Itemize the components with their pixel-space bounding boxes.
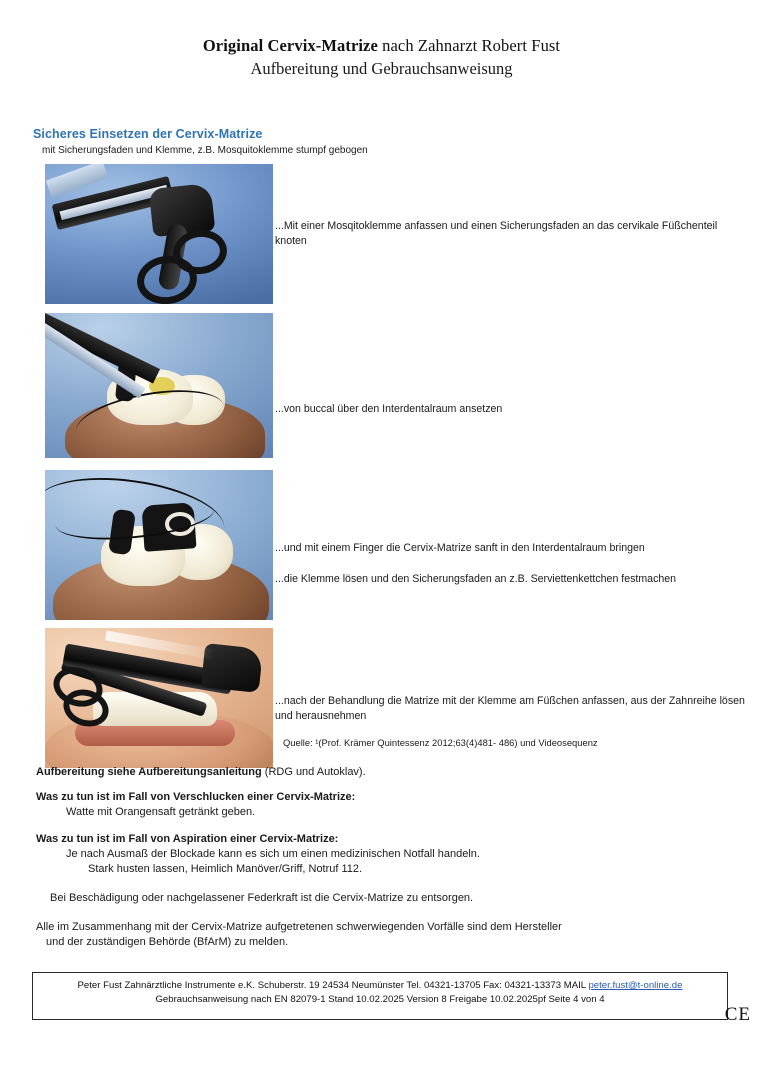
note-swallowing-heading: Was zu tun ist im Fall von Verschlucken einer Cervix-Matrize:	[36, 791, 356, 803]
caption-source: Quelle: ¹(Prof. Krämer Quintessenz 2012;63(4)481- 486) und Videosequenz	[283, 737, 598, 748]
document-subtitle: Aufbereitung und Gebrauchsanweisung	[250, 59, 513, 78]
note-aspiration-heading: Was zu tun ist im Fall von Aspiration einer Cervix-Matrize:	[36, 833, 339, 845]
document-title-bold: Original Cervix-Matrize	[202, 36, 378, 55]
note-damage-disposal	[36, 891, 736, 906]
section-subtitle: mit Sicherungsfaden und Klemme, z.B. Mosquitoklemme stumpf gebogen	[42, 145, 368, 156]
document-footer	[32, 972, 728, 1020]
caption-step-3: ...und mit einem Finger die Cervix-Matrize sanft in den Interdentalraum bringen	[275, 542, 645, 554]
document-header	[0, 0, 763, 79]
section-title: Sicheres Einsetzen der Cervix-Matrize	[33, 127, 263, 141]
footer-company-info: Peter Fust Zahnärztliche Instrumente e.K. Schuberstr. 19 24534 Neumünster Tel. 04321-13705 Fax: 04321-13373 MAIL	[77, 980, 589, 991]
footer-line-1	[33, 979, 727, 993]
note-swallowing	[36, 790, 736, 820]
note-swallowing-text: Watte mit Orangensaft getränkt geben.	[66, 806, 256, 818]
note-reprocessing	[36, 765, 736, 780]
note-incident-line-1: Alle im Zusammenhang mit der Cervix-Matrize aufgetretenen schwerwiegenden Vorfälle sind dem Hersteller	[36, 921, 562, 933]
caption-step-4: ...die Klemme lösen und den Sicherungsfaden an z.B. Serviettenkettchen festmachen	[275, 573, 677, 585]
note-reprocessing-bold: Aufbereitung siehe Aufbereitungsanleitung	[36, 766, 262, 778]
document-title	[0, 36, 763, 56]
note-incident-reporting	[36, 920, 736, 950]
footer-email-link[interactable]: peter.fust@t-online.de	[588, 980, 683, 991]
document-title-rest: nach Zahnarzt Robert Fust	[377, 36, 561, 55]
caption-step-1: ...Mit einer Mosqitoklemme anfassen und einen Sicherungsfaden an das cervikale Füßchenteil knoten	[275, 220, 718, 247]
figure-removal	[45, 628, 273, 768]
caption-step-2: ...von buccal über den Interdentalraum ansetzen	[275, 403, 503, 415]
note-incident-line-2: und der zuständigen Behörde (BfArM) zu melden.	[46, 936, 289, 948]
note-aspiration	[36, 832, 736, 877]
note-aspiration-line-1: Je nach Ausmaß der Blockade kann es sich um einen medizinischen Notfall handeln.	[66, 848, 480, 860]
note-aspiration-line-2: Stark husten lassen, Heimlich Manöver/Griff, Notruf 112.	[88, 863, 363, 875]
note-reprocessing-rest: (RDG und Autoklav).	[261, 766, 366, 778]
figure-insertion-buccal	[45, 313, 273, 458]
ce-mark: CE	[724, 1004, 751, 1025]
caption-step-5: ...nach der Behandlung die Matrize mit der Klemme am Füßchen anfassen, aus der Zahnreihe lösen und herausnehmen	[275, 695, 745, 722]
figure-forceps-with-thread	[45, 164, 273, 304]
footer-line-2: Gebrauchsanweisung nach EN 82079-1 Stand 10.02.2025 Version 8 Freigabe 10.02.2025pf Seite 4 von 4	[155, 994, 605, 1005]
figure-finger-placement	[45, 470, 273, 620]
note-damage-disposal-text: Bei Beschädigung oder nachgelassener Federkraft ist die Cervix-Matrize zu entsorgen.	[50, 892, 474, 904]
